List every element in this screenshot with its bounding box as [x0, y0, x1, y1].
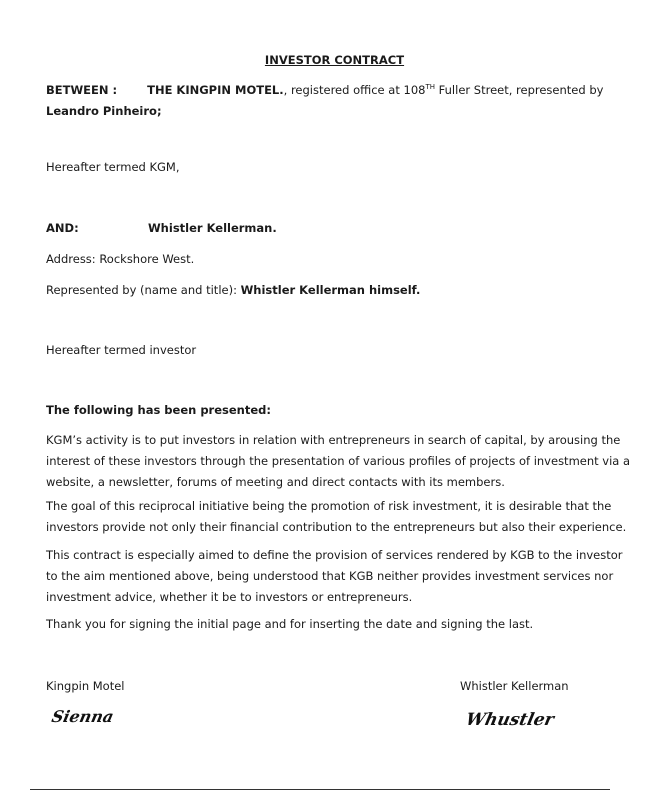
paragraph-contract-aim: This contract is especially aimed to define the provision of services rendered by KGB to the investor to the aim mentioned above, being understood that KGB neither provides investment services nor investment advice, whether it be to investors or entrepreneurs. [46, 548, 623, 604]
represented-by-label: Represented by (name and title): [46, 283, 241, 297]
presented-heading: The following has been presented: [46, 403, 271, 417]
signatory-left-name: Kingpin Motel [46, 679, 125, 693]
signatory-right-name: Whistler Kellerman [460, 679, 569, 693]
and-party-name: Whistler Kellerman. [148, 221, 277, 235]
between-office-text-1: , registered office at 108 [283, 83, 426, 97]
signature-right: Whustler [463, 710, 556, 730]
paragraph-thank-you: Thank you for signing the initial page and for inserting the date and signing the last. [46, 617, 534, 631]
bottom-rule [30, 789, 610, 790]
between-clause [46, 80, 636, 122]
and-label: AND: [46, 221, 79, 235]
between-representative: Leandro Pinheiro; [46, 104, 162, 118]
paragraph-goal: The goal of this reciprocal initiative being the promotion of risk investment, it is desirable that the investors provide not only their financial contribution to the entrepreneurs but also their experience. [46, 499, 627, 534]
paragraph-activity: KGM’s activity is to put investors in relation with entrepreneurs in search of capital, by arousing the interest of these investors through the presentation of various profiles of projects of investment via a website, a newsletter, forums of meeting and direct contacts with its members. [46, 433, 631, 489]
between-label: BETWEEN : [46, 83, 118, 97]
between-office-text-2: Fuller Street, represented by [435, 83, 604, 97]
hereafter-investor: Hereafter termed investor [46, 343, 197, 357]
represented-by-line [46, 280, 636, 301]
represented-by-value: Whistler Kellerman himself. [240, 283, 421, 297]
between-office-sup: TH [425, 83, 435, 92]
between-party-name: THE KINGPIN MOTEL. [147, 83, 284, 97]
hereafter-kgm: Hereafter termed KGM, [46, 160, 180, 174]
and-clause [46, 218, 636, 239]
document-title: INVESTOR CONTRACT [264, 53, 405, 67]
signature-left: Sienna [49, 707, 116, 726]
address-line: Address: Rockshore West. [46, 252, 195, 266]
